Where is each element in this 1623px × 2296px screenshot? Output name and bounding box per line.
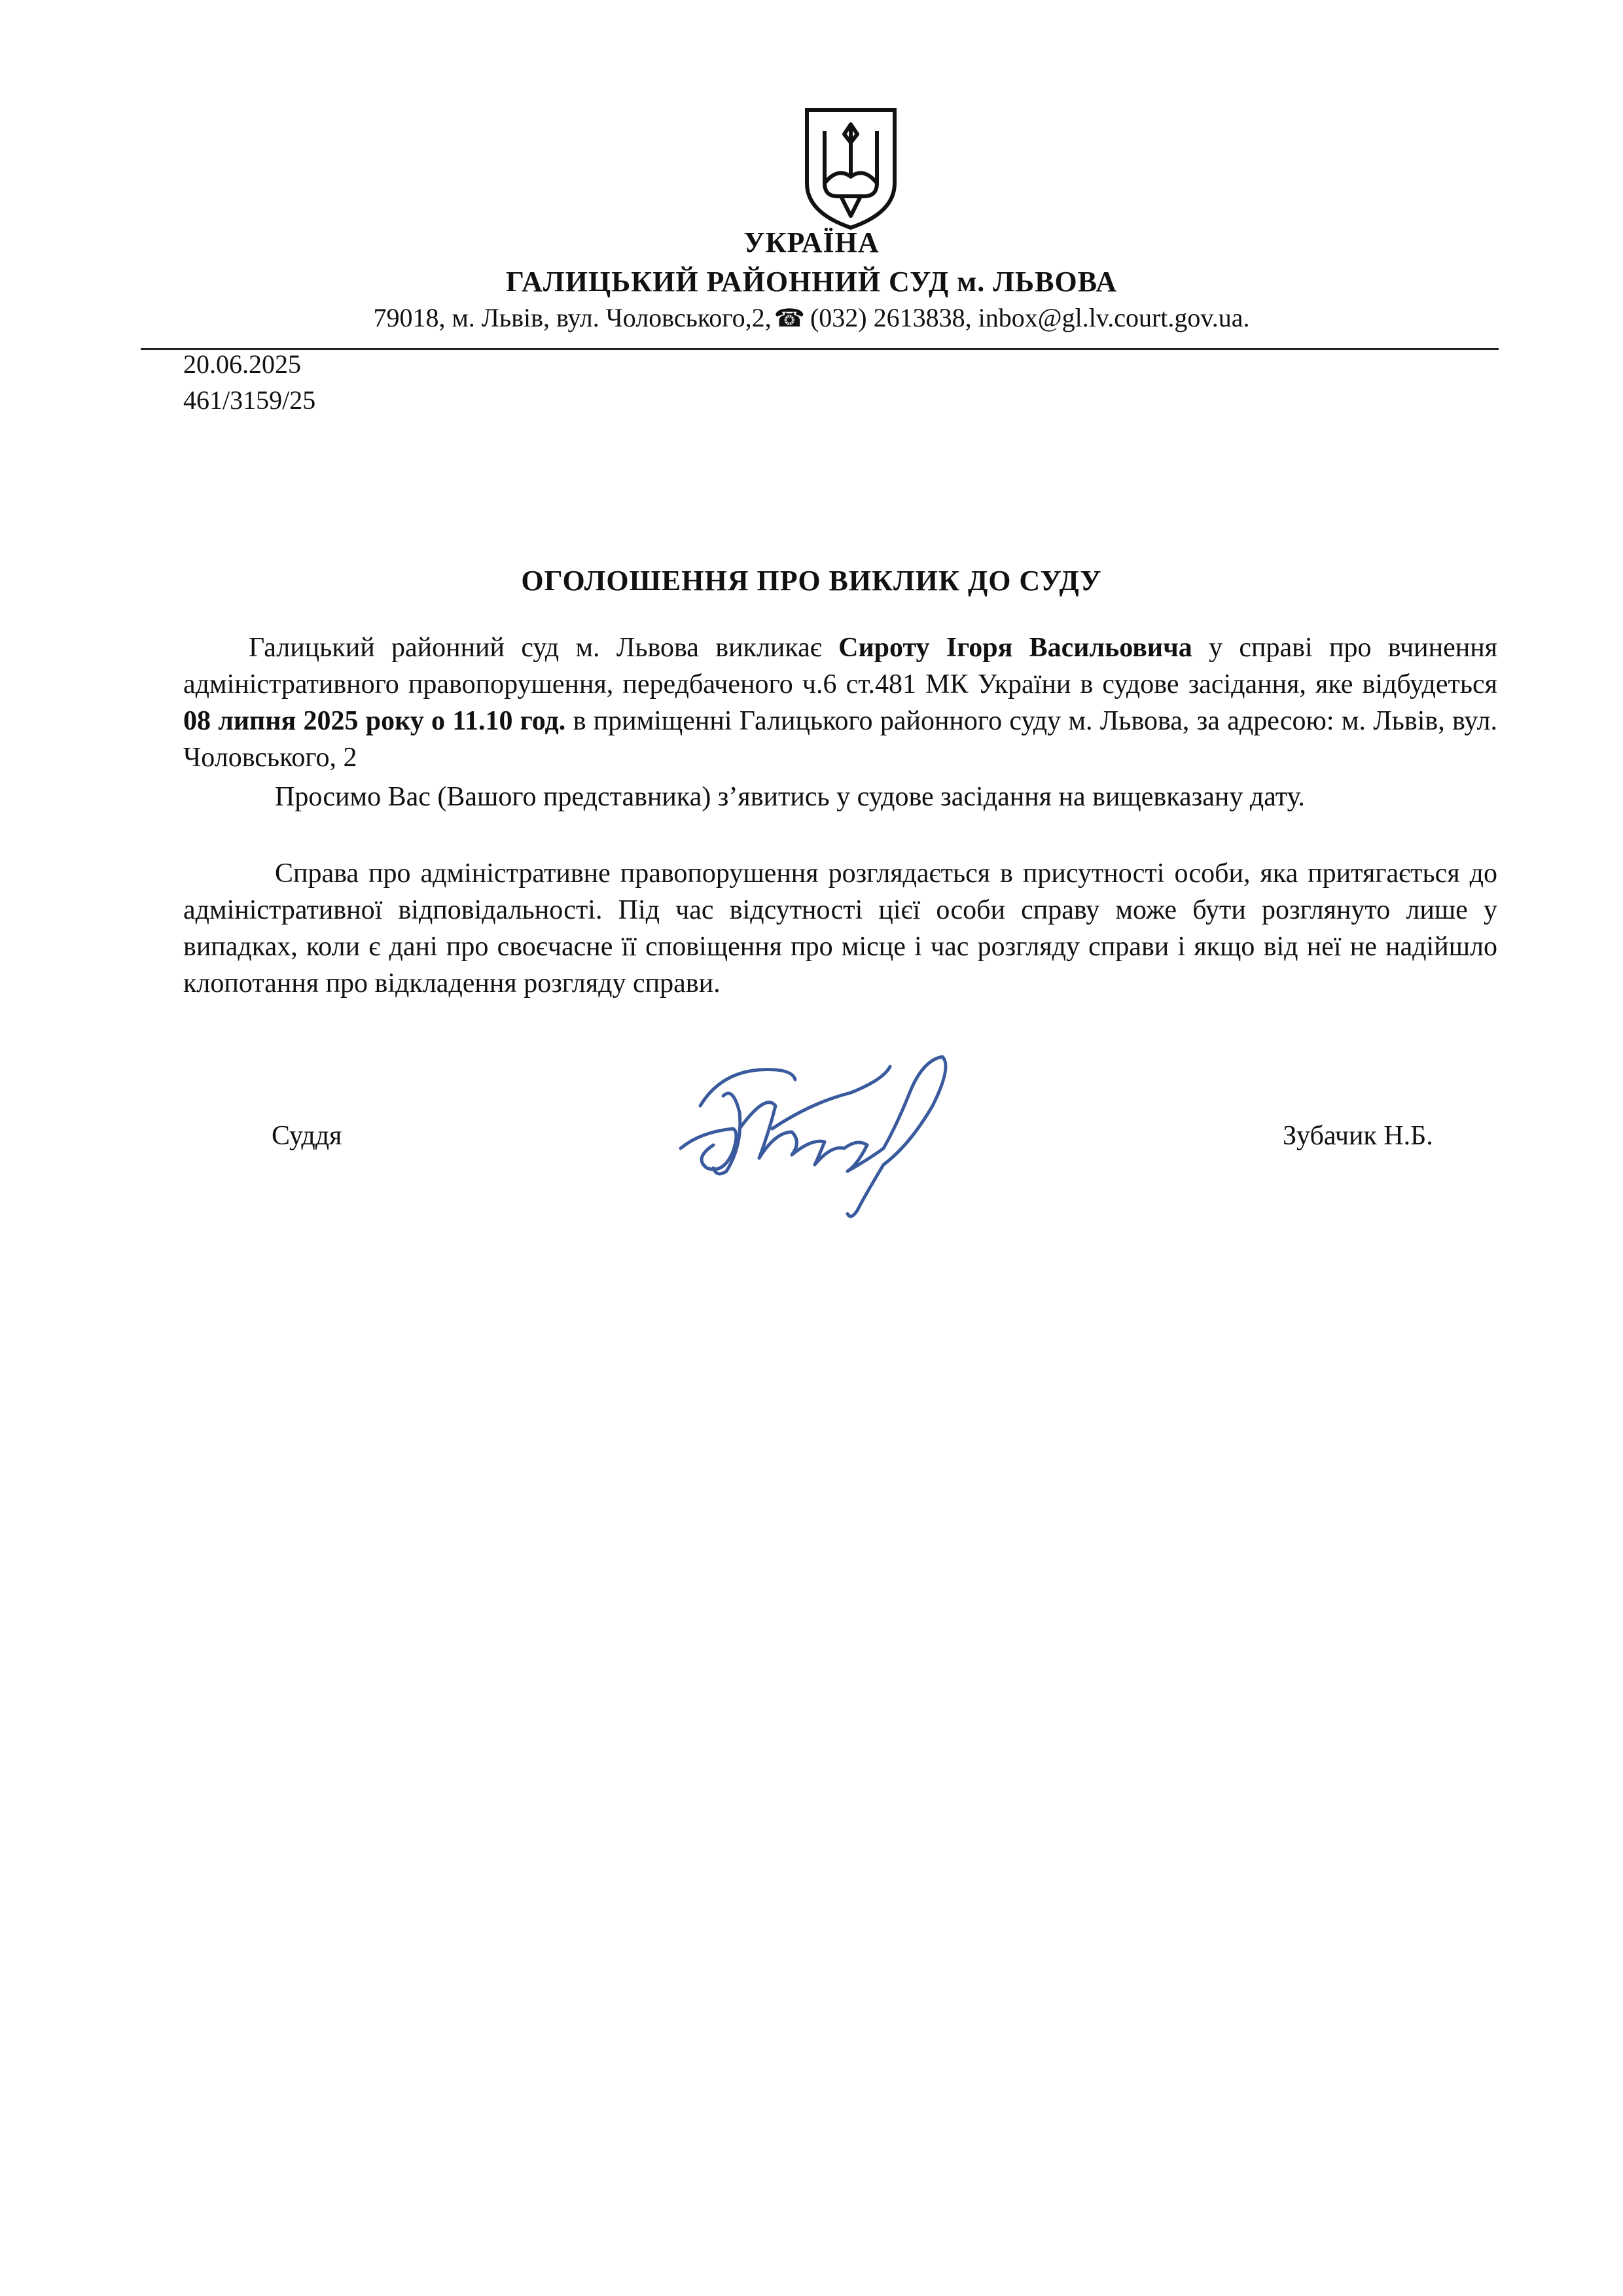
coat-of-arms-icon: [802, 105, 900, 232]
paragraph-text: Галицький районний суд м. Львова викликає: [249, 633, 839, 663]
paragraph-text: в приміщенні Галицького районного суду м. Львова, за адресою: м. Львів, вул. Чоловського, 2: [183, 706, 1498, 773]
telephone-icon: ☎: [774, 305, 805, 332]
country-heading: УКРАЇНА: [743, 226, 880, 258]
letterhead-divider: [141, 348, 1499, 350]
handwritten-signature: [661, 1034, 975, 1230]
paragraph-text: у справі про вчинення адміністративного правопорушення, передбаченого ч.6 ст.481 МК України в судове засідання, яке відбудеться: [183, 633, 1497, 699]
procedure-paragraph: Справа про адміністративне правопорушення розглядається в присутності особи, яка притягається до адміністративної відповідальності. Під час відсутності цієї особи справу може бути розглянуто лише у випадках, коли є дані про своєчасне її сповіщення про місце і час розгляду справи і якщо від неї не надійшло клопотання про відкладення розгляду справи.: [183, 858, 1497, 998]
contacts-text: (032) 2613838, inbox@gl.lv.court.gov.ua.: [810, 303, 1250, 332]
request-paragraph: Просимо Вас (Вашого представника) з’явитись у судове засідання на вищевказану дату.: [275, 782, 1305, 812]
address-text: 79018, м. Львів, вул. Чоловського,2,: [373, 303, 772, 332]
summons-paragraph: [183, 629, 1497, 776]
judge-name: Зубачик Н.Б.: [1283, 1121, 1433, 1151]
document-title: ОГОЛОШЕННЯ ПРО ВИКЛИК ДО СУДУ: [521, 565, 1102, 597]
judge-title: Суддя: [272, 1121, 342, 1151]
court-name-heading: ГАЛИЦЬКИЙ РАЙОННИЙ СУД м. ЛЬВОВА: [505, 266, 1118, 298]
registration-date: 20.06.2025: [183, 349, 301, 379]
case-number: 461/3159/25: [183, 385, 316, 415]
court-address-line: [0, 302, 1623, 333]
summoned-person-name: Сироту Ігоря Васильовича: [838, 633, 1192, 663]
hearing-datetime: 08 липня 2025 року о 11.10 год.: [183, 706, 566, 736]
